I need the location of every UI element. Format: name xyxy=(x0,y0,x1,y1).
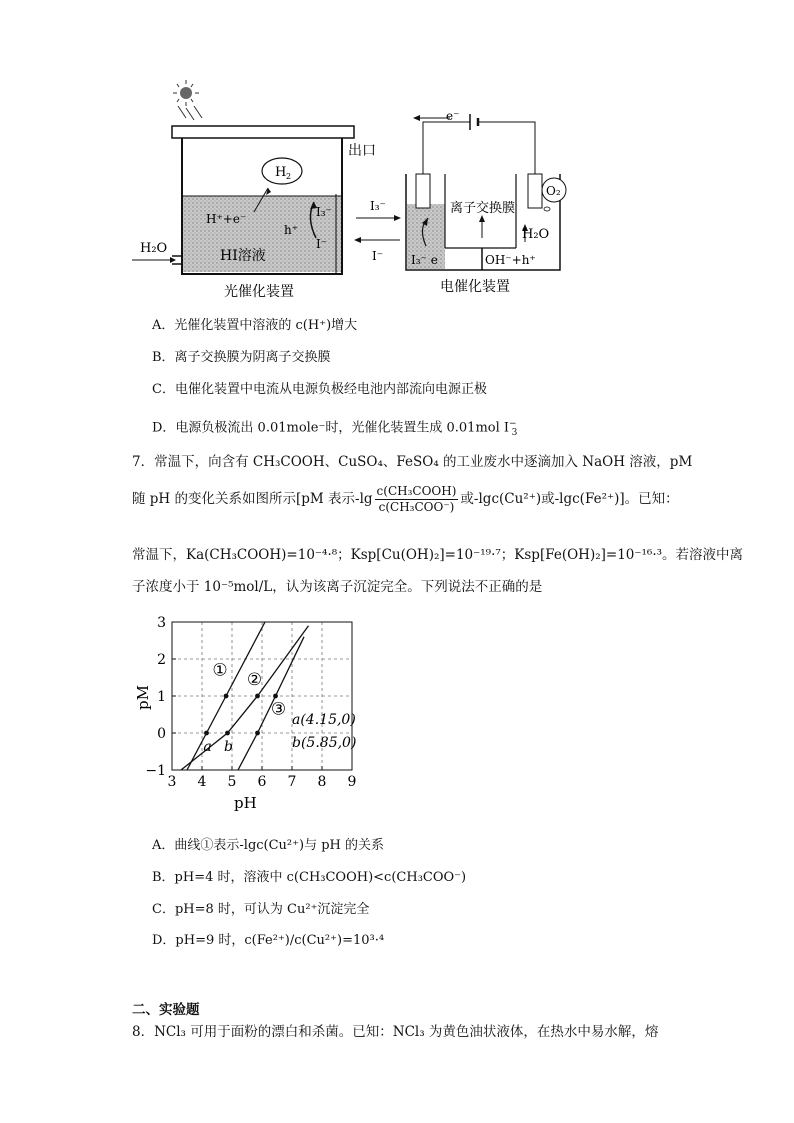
q7-option-d: D．pH=9 时，c(Fe²⁺)/c(Cu²⁺)=10³·⁴ xyxy=(152,933,385,948)
series-label-3: ③ xyxy=(270,699,287,720)
series-label-1: ① xyxy=(212,660,228,681)
apparatus-figure xyxy=(120,78,600,308)
q7-option-a: A．曲线①表示-lgc(Cu²⁺)与 pH 的关系 xyxy=(152,838,385,853)
o2-label: O₂ xyxy=(546,184,561,198)
y-tick-label: −1 xyxy=(145,763,166,779)
hi-solution-label: HI溶液 xyxy=(220,248,266,264)
arrow-i3-label: I₃⁻ xyxy=(370,199,386,213)
sun-icon xyxy=(173,80,202,120)
arrow-i-label: I⁻ xyxy=(372,249,384,263)
y-tick-label: 2 xyxy=(157,652,166,668)
i3-e-label: I₃⁻ e xyxy=(411,253,438,267)
svg-text:2: 2 xyxy=(286,172,292,181)
x-tick-label: 7 xyxy=(287,774,297,790)
series-label-2: ② xyxy=(246,669,263,690)
point-label-a: a xyxy=(203,739,212,755)
caption-photocatalysis: 光催化装置 xyxy=(224,284,294,300)
electron-label: e⁻ xyxy=(446,109,460,123)
ratio-fraction: $\frac{\text{c(CH₃COOH)}}{\text{c(CH₃COO⁻)}}$ xyxy=(376,484,457,514)
data-point xyxy=(204,731,209,736)
q6-option-d: D．电源负极流出 0.01mole⁻时，光催化装置生成 0.01mol $I^-_3$ xyxy=(152,419,518,438)
x-tick-label: 8 xyxy=(317,774,327,790)
h2o-inlet-label: H₂O xyxy=(140,241,168,256)
y-tick-label: 3 xyxy=(157,615,166,631)
h2-label: H xyxy=(275,165,287,180)
data-point xyxy=(255,694,260,699)
q7-line2: 随 pH 的变化关系如图所示[pM 表示-lg $\frac{\text{c(CH₃COOH)}}{\text{c(CH₃COO⁻)}}$ 或-lgc(Cu²⁺)或-lgc(Fe²⁺)]。已知： xyxy=(132,484,679,514)
x-tick-label: 4 xyxy=(197,774,207,790)
y-tick-label: 0 xyxy=(157,726,166,742)
q6-option-a: A．光催化装置中溶液的 c(H⁺)增大 xyxy=(152,318,358,333)
data-point xyxy=(224,694,229,699)
transfer-arrows xyxy=(354,215,401,243)
x-axis-label: pH xyxy=(234,794,257,812)
q7-option-b: B．pH=4 时，溶液中 c(CH₃COOH)<c(CH₃COO⁻) xyxy=(152,870,467,885)
i3-label: I₃⁻ xyxy=(316,205,332,219)
oh-h-label: OH⁻+h⁺ xyxy=(485,253,536,267)
q6-option-c: C．电催化装置中电流从电源负极经电池内部流向电源正极 xyxy=(152,382,487,397)
q7-option-c: C．pH=8 时，可认为 Cu²⁺沉淀完全 xyxy=(152,902,370,917)
x-tick-label: 5 xyxy=(227,774,237,790)
q8-line1: 8．NCl₃ 可用于面粉的漂白和杀菌。已知：NCl₃ 为黄色油状液体，在热水中易水解，熔 xyxy=(132,1024,659,1040)
data-point xyxy=(225,731,230,736)
membrane-label: 离子交换膜 xyxy=(450,201,516,216)
pm-ph-chart xyxy=(130,612,400,817)
q7-line4: 子浓度小于 10⁻⁵mol/L，认为该离子沉淀完全。下列说法不正确的是 xyxy=(132,579,543,595)
y-axis-label: pM xyxy=(134,685,152,710)
x-tick-label: 9 xyxy=(347,774,357,790)
h-e-label: H⁺+e⁻ xyxy=(206,212,247,226)
point-label-b: b xyxy=(224,739,233,755)
outlet-label: 出口 xyxy=(348,143,376,159)
q6-option-b: B．离子交换膜为阴离子交换膜 xyxy=(152,350,331,365)
q7-line1: 7．常温下，向含有 CH₃COOH、CuSO₄、FeSO₄ 的工业废水中逐滴加入 NaOH 溶液，pM xyxy=(132,454,693,470)
x-tick-label: 3 xyxy=(167,774,177,790)
caption-electrocatalysis: 电催化装置 xyxy=(440,279,510,295)
annotation-2: b(5.85,0) xyxy=(292,734,357,751)
data-point xyxy=(273,694,278,699)
section-title: 二、实验题 xyxy=(132,1002,200,1018)
series-line-2 xyxy=(181,626,309,770)
h-plus-label: h⁺ xyxy=(284,223,299,237)
h2o-right-label: H₂O xyxy=(522,227,550,242)
y-tick-label: 1 xyxy=(157,689,166,705)
x-tick-label: 6 xyxy=(257,774,267,790)
electrocatalysis-device xyxy=(406,114,566,270)
annotation-1: a(4.15,0) xyxy=(292,711,356,728)
data-point xyxy=(255,731,260,736)
i-minus-label: I⁻ xyxy=(316,237,328,251)
q7-line3: 常温下，Ka(CH₃COOH)=10⁻⁴·⁸；Ksp[Cu(OH)₂]=10⁻¹⁹·⁷；Ksp[Fe(OH)₂]=10⁻¹⁶·³。若溶液中离 xyxy=(132,547,744,563)
